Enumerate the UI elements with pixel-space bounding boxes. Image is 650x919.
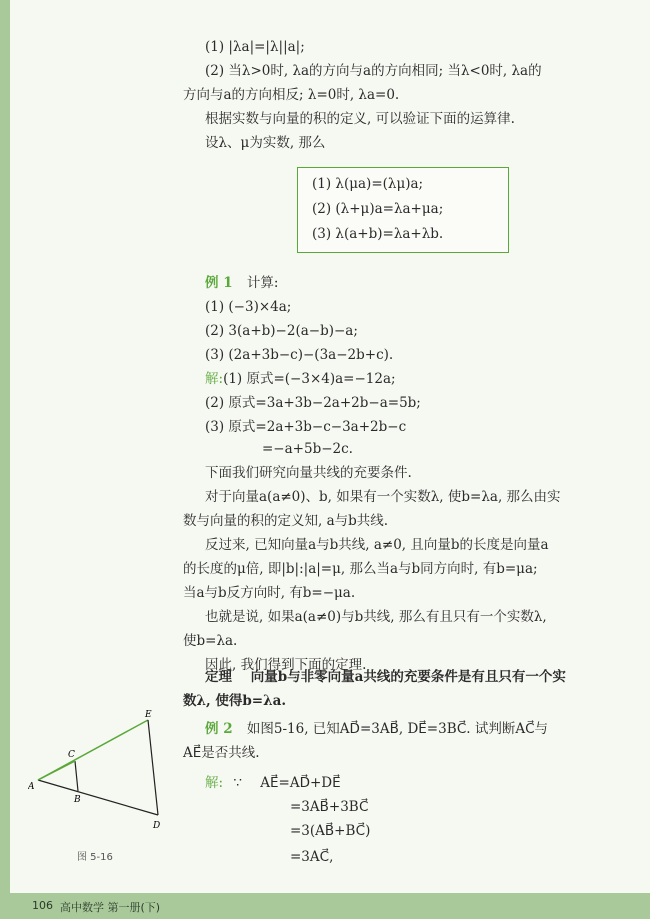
- example2-text: 如图5-16, 已知AD⃗=3AB⃗, DE⃗=3BC⃗. 试判断AC⃗与: [246, 721, 549, 737]
- body-line-5: 的长度的μ倍, 即|b|:|a|=μ, 那么当a与b同方向时, 有b=μa;: [183, 561, 538, 577]
- triangle-figure: [28, 705, 188, 845]
- example1-solution-4: =−a+5b−2c.: [262, 441, 353, 457]
- point-A: A: [28, 782, 35, 792]
- because-symbol: ∵: [233, 775, 242, 791]
- body-line-1: 下面我们研究向量共线的充要条件.: [205, 465, 412, 481]
- solution-label: 解:: [205, 371, 224, 387]
- theorem-line1: [205, 668, 566, 686]
- example2-line2: AE⃗是否共线.: [183, 745, 260, 761]
- example1-solution-1: [205, 370, 396, 388]
- example1-solution-3: (3) 原式=2a+3b−c−3a+2b−c: [205, 419, 407, 435]
- point-B: B: [74, 795, 81, 805]
- page-footer: [0, 893, 650, 919]
- book-title: 高中数学 第一册(下): [60, 901, 161, 914]
- example2-label: 例 2: [205, 721, 233, 737]
- body-line-2: 对于向量a(a≠0)、b, 如果有一个实数λ, 使b=λa, 那么由实: [205, 489, 561, 505]
- example2-solution-label: 解:: [205, 775, 224, 791]
- line-CB: [75, 761, 78, 791]
- example1-prompt: 计算:: [246, 275, 279, 291]
- example1-heading: [205, 274, 278, 292]
- example2-step-1: AE⃗=AD⃗+DE⃗: [260, 775, 341, 791]
- body-line-9: 因此, 我们得到下面的定理.: [205, 657, 367, 673]
- intro-laws: 根据实数与向量的积的定义, 可以验证下面的运算律.: [205, 111, 515, 127]
- point-C: C: [68, 750, 75, 760]
- law-1: (1) λ(μa)=(λμ)a;: [312, 176, 424, 192]
- example2-step-4: =3AC⃗,: [290, 849, 334, 865]
- theorem-label: 定理: [205, 669, 232, 685]
- example2-step-2: =3AB⃗+3BC⃗: [290, 799, 369, 815]
- point-E: E: [145, 710, 152, 720]
- example2-solution-1: [205, 774, 341, 792]
- example1-item-3: (3) (2a+3b−c)−(3a−2b+c).: [205, 347, 394, 363]
- solution-step: (1) 原式=(−3×4)a=−12a;: [223, 371, 396, 387]
- property-2-line1: (2) 当λ>0时, λa的方向与a的方向相同; 当λ<0时, λa的: [205, 63, 542, 79]
- line-AD: [38, 780, 158, 815]
- example1-solution-2: (2) 原式=3a+3b−2a+2b−a=5b;: [205, 395, 421, 411]
- let-lambda-mu: 设λ、μ为实数, 那么: [205, 135, 326, 151]
- body-line-6: 当a与b反方向时, 有b=−μa.: [183, 585, 356, 601]
- example1-item-1: (1) (−3)×4a;: [205, 299, 292, 315]
- body-line-4: 反过来, 已知向量a与b共线, a≠0, 且向量b的长度是向量a: [205, 537, 549, 553]
- operation-laws-box: [297, 167, 509, 253]
- line-AC: [38, 761, 75, 780]
- body-line-3: 数与向量的积的定义知, a与b共线.: [183, 513, 389, 529]
- line-ED: [148, 720, 158, 815]
- example2-step-3: =3(AB⃗+BC⃗): [290, 823, 371, 839]
- figure-caption: 图 5-16: [77, 852, 113, 863]
- body-line-7: 也就是说, 如果a(a≠0)与b共线, 那么有且只有一个实数λ,: [205, 609, 547, 625]
- point-D: D: [153, 821, 161, 831]
- example2-line1: [205, 720, 548, 738]
- page-number: 106: [32, 899, 53, 912]
- body-line-8: 使b=λa.: [183, 633, 238, 649]
- theorem-line2: 数λ, 使得b=λa.: [183, 693, 287, 709]
- property-1: (1) |λa|=|λ||a|;: [205, 39, 305, 55]
- law-2: (2) (λ+μ)a=λa+μa;: [312, 201, 444, 217]
- law-3: (3) λ(a+b)=λa+λb.: [312, 226, 444, 242]
- example1-label: 例 1: [205, 275, 233, 291]
- example1-item-2: (2) 3(a+b)−2(a−b)−a;: [205, 323, 358, 339]
- left-margin-bar: [0, 0, 10, 919]
- property-2-line2: 方向与a的方向相反; λ=0时, λa=0.: [183, 87, 400, 103]
- theorem-text1: 向量b与非零向量a共线的充要条件是有且只有一个实: [250, 669, 566, 685]
